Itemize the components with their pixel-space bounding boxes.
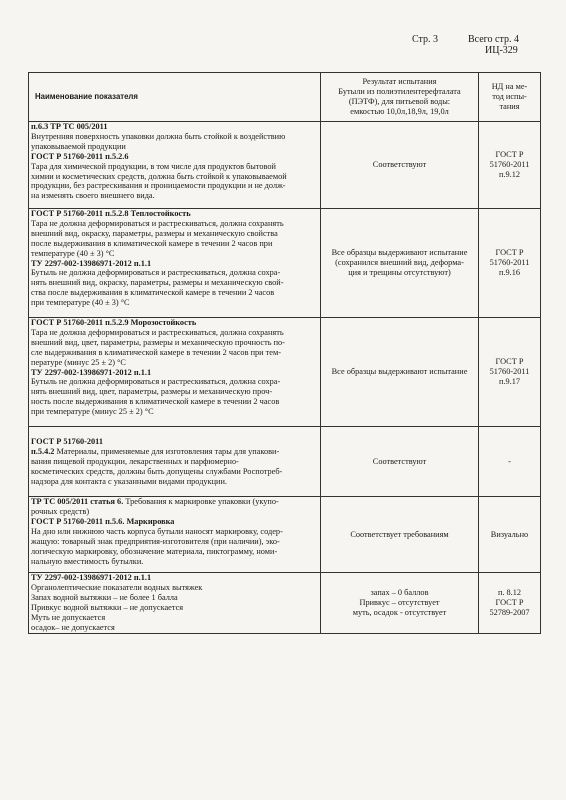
method-cell (479, 318, 541, 427)
requirement-line: ГОСТ Р 51760-2011 п.5.2.6 (31, 151, 129, 161)
requirement-line: химии и косметических средств, должна быть стойкой к упаковываемой (31, 171, 287, 181)
column-header-nd (479, 73, 541, 122)
requirement-line: внешний вид, цвет, параметры, размеры и механическую прочность по- (31, 337, 285, 347)
requirement-line: надзора для контакта с указанными видами продукции. (31, 476, 227, 486)
method-line: ГОСТ Р (495, 248, 524, 258)
requirement-line: косметических средств, должны быть допущены службами Роспотреб- (31, 466, 283, 476)
result-line: Соответствуют (372, 456, 427, 466)
test-results-table (28, 72, 541, 634)
column-header-name: Наименование показателя (29, 73, 321, 122)
requirement-line: осадок– не допускается (31, 622, 115, 632)
requirement-cell (29, 209, 321, 318)
result-line: (сохранился внешний вид, деформа- (335, 258, 464, 268)
method-line: ГОСТ Р (495, 357, 524, 367)
requirement-line: продукции, без растрескивания и проницаемости продукции и не долж- (31, 181, 286, 191)
requirement-line: рочных средств) (31, 507, 90, 517)
requirement-clause-ref: ТР ТС 005/2011 статья 6. (31, 497, 124, 507)
result-line: Соответствует требованиям (350, 529, 449, 539)
requirement-line: Тара не должна деформироваться и растрескиваться, должна сохранять (31, 327, 284, 337)
requirement-line: после выдерживания в климатической камере в течении 2 часов при (31, 238, 273, 248)
requirement-line: На дно или нижнюю часть корпуса бутыли наносят маркировку, содер- (31, 527, 283, 537)
requirement-line: Привкус водной вытяжки – не допускается (31, 603, 184, 613)
table-row (29, 318, 541, 427)
requirement-cell (29, 427, 321, 497)
method-line: ГОСТ Р (495, 598, 524, 608)
result-line: ция и трещины отсутствуют) (348, 267, 451, 277)
requirement-clause-text: Требования к маркировке упаковки (укупо- (123, 497, 279, 507)
requirement-line: логическую маркировку, обозначение материала, пиктограмму, номи- (31, 546, 278, 556)
document-id: ИЦ-329 (485, 45, 518, 56)
result-line: Все образцы выдерживают испытание (331, 248, 468, 258)
requirement-line: Тара не должна деформироваться и растрескиваться, должна сохранять (31, 218, 284, 228)
requirement-line: Внутренняя поверхность упаковки должна быть стойкой к воздействию (31, 131, 286, 141)
requirement-line: вания пищевой продукции, лекарственных и парфюмерно- (31, 456, 239, 466)
requirement-line: ТУ 2297-002-13986971-2012 п.1.1 (31, 573, 152, 583)
requirement-line: Органолептические показатели водных вытяжек (31, 583, 203, 593)
column-header-result-line: емкостью 10,0л,18,9л, 19,0л (350, 106, 449, 116)
result-cell (321, 122, 479, 209)
column-header-result-line: Результат испытания (362, 77, 437, 87)
requirement-line: нальную вместимость бутылки. (31, 556, 144, 566)
method-line: Визуально (490, 529, 529, 539)
table-row (29, 209, 541, 318)
result-cell (321, 427, 479, 497)
requirement-line (31, 447, 318, 457)
requirement-line: при температуре (минус 25 ± 2) °С (31, 407, 154, 417)
requirement-cell (29, 318, 321, 427)
method-line: п.9.16 (498, 267, 521, 277)
column-header-result (321, 73, 479, 122)
requirement-line: нять внешний вид, цвет, параметры, размеры и механическую проч- (31, 387, 273, 397)
method-line: п.9.17 (498, 376, 521, 386)
column-header-nd-line: НД на ме- (491, 82, 528, 92)
column-header-nd-line: тод испы- (492, 92, 527, 102)
column-header-result-line: Бутыли из полиэтилентерефталата (338, 87, 461, 97)
requirement-line: ГОСТ Р 51760-2011 (31, 436, 104, 446)
result-line: муть, осадок - отсутствует (352, 608, 447, 618)
requirement-cell (29, 497, 321, 573)
method-line: 52789-2007 (489, 608, 530, 618)
result-line: запах – 0 баллов (370, 588, 429, 598)
table-row (29, 427, 541, 497)
requirement-line: Запах водной вытяжки – не более 1 балла (31, 593, 178, 603)
requirement-line: ГОСТ Р 51760-2011 п.5.2.8 Теплостойкость (31, 209, 191, 218)
requirement-line: сле выдерживания в климатической камере в течении 2 часов при тем- (31, 347, 281, 357)
requirement-line: Бутыль не должна деформироваться и растрескиваться, должна сохра- (31, 377, 281, 387)
requirement-line: при температуре (40 ± 3) °С (31, 298, 130, 308)
method-line: - (508, 456, 511, 466)
method-line: 51760-2011 (489, 258, 530, 268)
requirement-line: внешний вид, окраску, параметры, размеры и механическую свойства (31, 228, 278, 238)
table-row (29, 497, 541, 573)
requirement-line: на изменять своего внешнего вида. (31, 191, 155, 201)
result-line: Привкус – отсутствует (359, 598, 440, 608)
requirement-cell (29, 122, 321, 209)
requirement-line: жащую: товарный знак предприятия-изготовителя (при наличии), эко- (31, 536, 280, 546)
result-line: Соответствуют (372, 160, 427, 170)
method-line: п.9.12 (498, 169, 521, 179)
method-line: ГОСТ Р (495, 150, 524, 160)
method-cell (479, 427, 541, 497)
requirement-line: нять внешний вид, окраску, параметры, размеры и механическую свой- (31, 278, 284, 288)
result-line: Все образцы выдерживают испытание (331, 367, 468, 377)
requirement-line: Муть не допускается (31, 612, 106, 622)
result-cell (321, 573, 479, 633)
requirement-line: ность после выдерживания в климатической камере в течении 2 часов (31, 397, 280, 407)
method-cell (479, 497, 541, 573)
requirement-clause-text: Материалы, применяемые для изготовления тары для упакови- (54, 446, 280, 456)
table-row (29, 122, 541, 209)
requirement-line: ТУ 2297-002-13986971-2012 п.1.1 (31, 258, 152, 268)
column-header-nd-line: тания (499, 101, 520, 111)
method-line: 51760-2011 (489, 160, 530, 170)
page-number: Стр. 3 (412, 34, 439, 45)
result-cell (321, 497, 479, 573)
table-header-row (29, 73, 541, 122)
requirement-line: ГОСТ Р 51760-2011 п.5.2.9 Морозостойкость (31, 318, 197, 327)
requirement-line: упаковываемой продукции (31, 141, 126, 151)
requirement-line: ТУ 2297-002-13986971-2012 п.1.1 (31, 367, 152, 377)
requirement-clause-ref: п.5.4.2 (31, 446, 55, 456)
requirement-cell (29, 573, 321, 633)
result-cell (321, 209, 479, 318)
method-line: 51760-2011 (489, 367, 530, 377)
result-cell (321, 318, 479, 427)
requirement-line: температуре (40 ± 3) °С (31, 248, 115, 258)
requirement-line: ГОСТ Р 51760-2011 п.5.6. Маркировка (31, 517, 175, 527)
requirement-line: п.6.3 ТР ТС 005/2011 (31, 122, 108, 131)
column-header-result-line: (ПЭТФ), для питьевой воды: (348, 97, 451, 106)
method-line: п. 8.12 (497, 588, 522, 598)
method-cell (479, 573, 541, 633)
requirement-line: пературе (минус 25 ± 2) °С (31, 357, 126, 367)
requirement-line: Тара для химической продукции, в том числе для продуктов бытовой (31, 161, 276, 171)
method-cell (479, 209, 541, 318)
requirement-line (31, 427, 318, 437)
total-pages: Всего стр. 4 (468, 34, 519, 45)
requirement-line: ства после выдерживания в климатической камере в течении 2 часов (31, 288, 275, 298)
requirement-line (31, 486, 318, 496)
method-cell (479, 122, 541, 209)
page-header (0, 30, 566, 56)
requirement-line: Бутыль не должна деформироваться и растрескиваться, должна сохра- (31, 268, 281, 278)
requirement-line (31, 497, 318, 507)
table-row (29, 573, 541, 633)
